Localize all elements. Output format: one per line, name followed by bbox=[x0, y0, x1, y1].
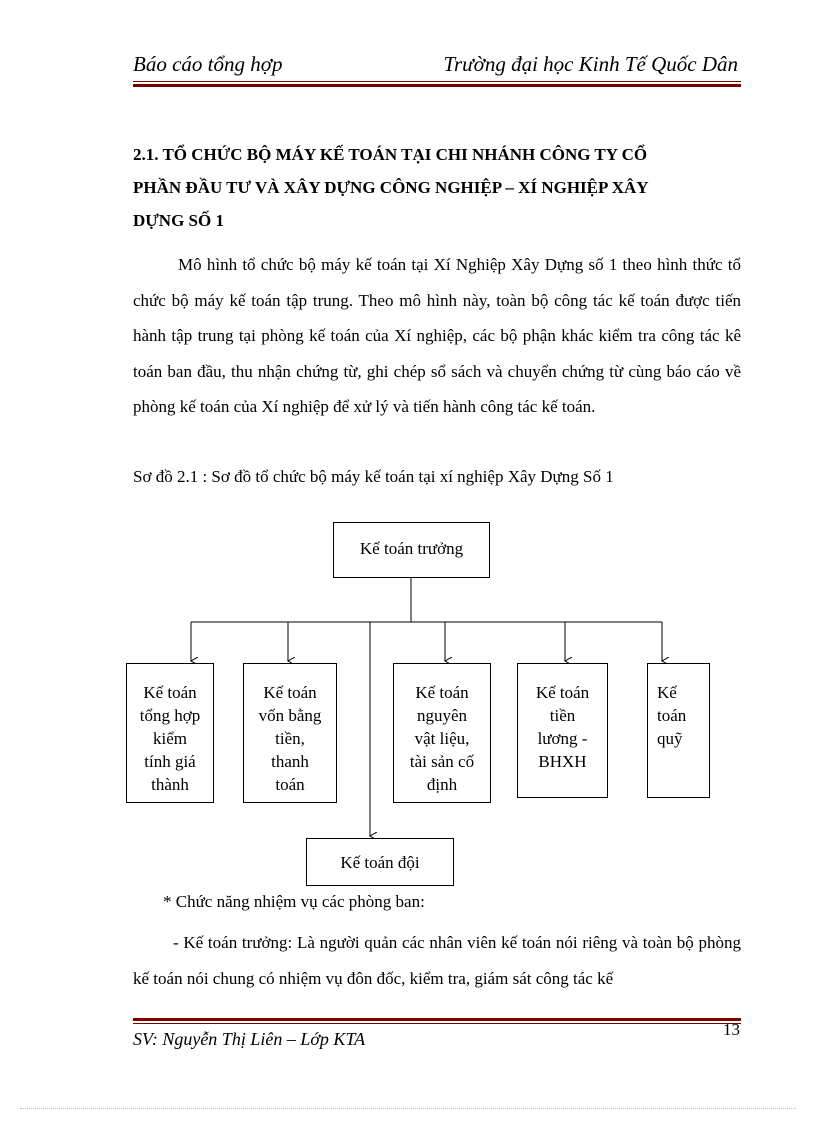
box-line: tiền bbox=[549, 706, 576, 725]
page-bottom-edge bbox=[20, 1108, 796, 1109]
section-heading-line1: 2.1. TỔ CHỨC BỘ MÁY KẾ TOÁN TẠI CHI NHÁNH CÔNG TY CỔ bbox=[133, 145, 648, 164]
diagram-caption: Sơ đồ 2.1 : Sơ đồ tổ chức bộ máy kế toán tại xí nghiệp Xây Dựng Số 1 bbox=[133, 467, 614, 486]
box-line: toán bbox=[657, 706, 687, 725]
header-right-title: Trường đại học Kinh Tế Quốc Dân bbox=[443, 52, 738, 76]
box-line: vật liệu, bbox=[414, 729, 470, 748]
chief-accountant-paragraph: - Kế toán trưởng: Là người quản các nhân viên kế toán nói riêng và toàn bộ phòng kế toán nói chung có nhiệm vụ đôn đốc, kiểm tra, giám sát công tác kế bbox=[133, 933, 741, 988]
box-line: định bbox=[426, 775, 458, 794]
box-line: lương - bbox=[537, 729, 588, 748]
box-line: Kế toán bbox=[415, 683, 469, 702]
box-chief-accountant-label: Kế toán trưởng bbox=[359, 539, 464, 558]
box-team-accountant bbox=[306, 838, 454, 886]
box-line: thanh bbox=[271, 752, 309, 771]
box-line: vốn bằng bbox=[258, 706, 322, 725]
box-line: tiền, bbox=[275, 729, 305, 748]
box-line: BHXH bbox=[538, 752, 587, 771]
header-left-title: Báo cáo tổng hợp bbox=[133, 52, 283, 76]
page-number: 13 bbox=[723, 1020, 740, 1039]
box-team-accountant-label: Kế toán đội bbox=[340, 853, 420, 872]
box-line: tài sản cố bbox=[409, 752, 475, 771]
box-line: tổng hợp bbox=[139, 706, 201, 725]
box-line: Kế toán bbox=[263, 683, 317, 702]
box-cash-accounting bbox=[243, 663, 337, 803]
footer-rule-thick bbox=[133, 1018, 741, 1021]
box-line: tính giá bbox=[144, 752, 196, 771]
intro-paragraph: Mô hình tổ chức bộ máy kế toán tại Xí Nghiệp Xây Dựng số 1 theo hình thức tổ chức bộ máy kế toán tập trung. Theo mô hình này, toàn bộ công tác kế toán được tiến hành tập trung tại phòng kế toán của Xí nghiệp, các bộ phận khác kiểm tra công tác kê toán ban đầu, thu nhận chứng từ, ghi chép sổ sách và chuyển chứng từ cùng báo cáo về phòng kế toán của Xí nghiệp để xử lý và tiến hành công tác kế toán. bbox=[133, 255, 741, 416]
footer-student-info: SV: Nguyễn Thị Liên – Lớp KTA bbox=[133, 1029, 366, 1049]
box-general-accounting bbox=[126, 663, 214, 803]
box-materials-assets-accounting bbox=[393, 663, 491, 803]
box-line: Kế bbox=[657, 683, 677, 702]
box-cashier-accounting bbox=[647, 663, 710, 798]
section-heading-line2: PHẦN ĐẦU TƯ VÀ XÂY DỰNG CÔNG NGHIỆP – XÍ NGHIỆP XÂY bbox=[133, 178, 649, 197]
box-line: Kế toán bbox=[535, 683, 590, 702]
section-heading-line3: DỰNG SỐ 1 bbox=[133, 211, 224, 230]
box-line: thành bbox=[151, 775, 189, 794]
box-line: Kế toán bbox=[143, 683, 197, 702]
box-line: nguyên bbox=[416, 706, 468, 725]
functions-title: * Chức năng nhiệm vụ các phòng ban: bbox=[163, 892, 425, 911]
box-line: quỹ bbox=[657, 729, 683, 748]
box-chief-accountant bbox=[333, 522, 490, 578]
box-payroll-accounting bbox=[517, 663, 608, 798]
box-line: toán bbox=[275, 775, 305, 794]
box-line: kiểm bbox=[153, 729, 187, 748]
footer-rule-thin bbox=[133, 1023, 741, 1024]
